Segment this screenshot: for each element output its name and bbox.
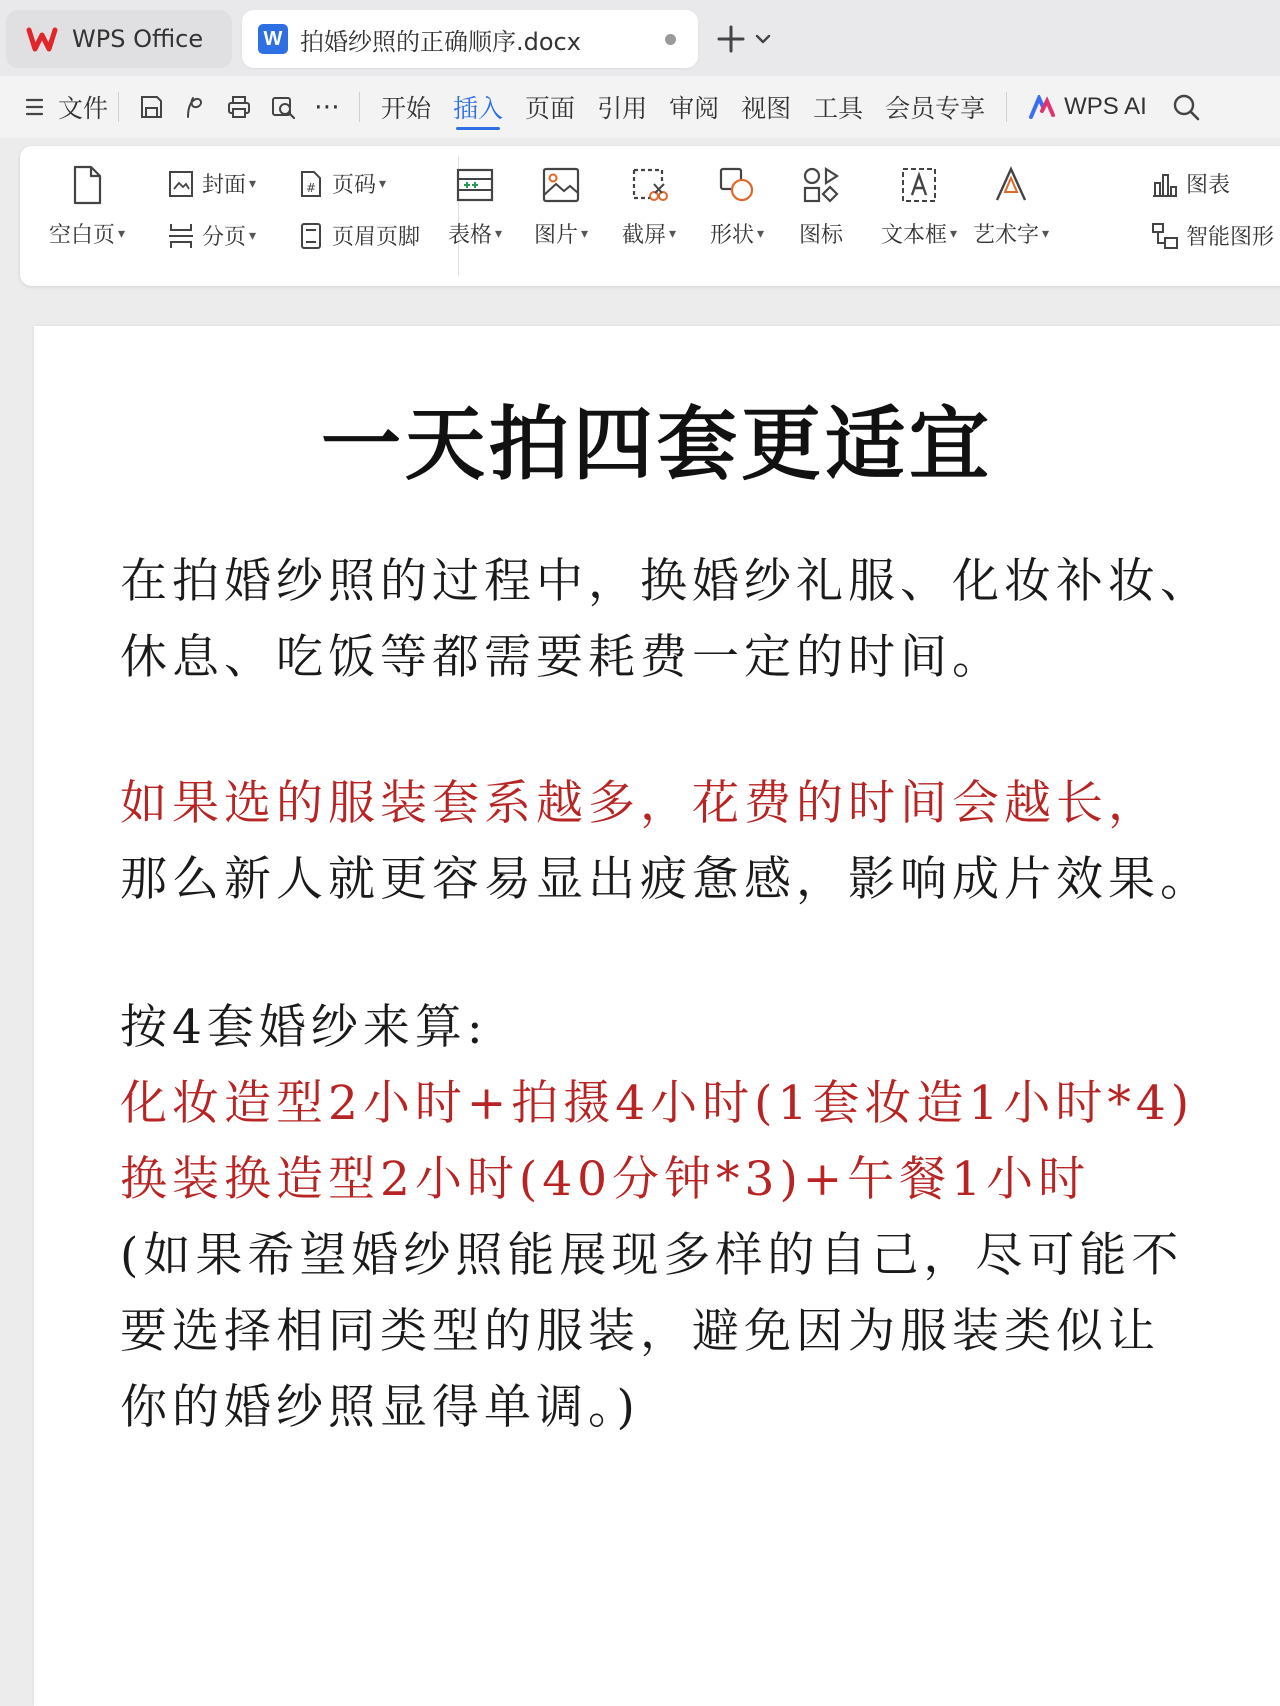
chevron-down-icon[interactable] — [754, 30, 772, 48]
icon-button[interactable] — [776, 164, 866, 249]
paragraph-3-red-line: 化妆造型2小时+拍摄4小时(1套妆造1小时*4) — [120, 1076, 1195, 1131]
paragraph-3-note-line: (如果希望婚纱照能展现多样的自己，尽可能不 — [120, 1228, 1184, 1283]
save-button[interactable] — [129, 85, 173, 129]
more-icon: ⋯ — [314, 92, 341, 122]
wps-ai-button[interactable] — [1017, 76, 1158, 138]
page-break-label: 分页 — [202, 225, 247, 250]
unsaved-dot-icon[interactable] — [665, 34, 676, 45]
shape-button[interactable] — [692, 164, 782, 249]
blank-page-icon — [67, 164, 107, 206]
shape-label: 形状 — [709, 223, 754, 248]
file-menu-label: 文件 — [58, 94, 109, 123]
file-menu[interactable] — [0, 89, 108, 125]
cover-label: 封面 — [202, 173, 247, 198]
chevron-down-icon: ▾ — [494, 225, 503, 242]
menu-item-insert[interactable]: 插入 — [442, 76, 514, 138]
menu-item-start[interactable]: 开始 — [381, 94, 432, 123]
menu-separator — [359, 92, 360, 122]
header-footer-button[interactable] — [296, 220, 420, 251]
svg-text:#: # — [306, 180, 317, 195]
paragraph-1-line: 休息、吃饭等都需要耗费一定的时间。 — [120, 630, 1004, 685]
chevron-down-icon: ▾ — [1041, 225, 1050, 242]
chevron-down-icon: ▾ — [249, 227, 257, 244]
title-tab-bar — [0, 0, 1280, 76]
chevron-down-icon: ▾ — [117, 225, 126, 242]
wordart-icon — [990, 164, 1032, 206]
chevron-down-icon: ▾ — [249, 175, 257, 192]
blank-page-label: 空白页 — [48, 223, 115, 248]
menu-separator — [1006, 92, 1007, 122]
paragraph-1 — [120, 544, 1240, 696]
paragraph-2 — [120, 766, 1240, 918]
smart-graphic-button[interactable] — [1150, 220, 1274, 251]
more-button[interactable] — [305, 85, 349, 129]
screenshot-button[interactable] — [604, 164, 694, 249]
menu-item-review[interactable]: 审阅 — [669, 94, 720, 123]
screenshot-label: 截屏 — [621, 223, 666, 248]
tab-wps-home-label: WPS Office — [72, 25, 204, 53]
paragraph-2-line: 那么新人就更容易显出疲惫感，影响成片效果。 — [120, 852, 1212, 907]
wordart-label: 艺术字 — [972, 223, 1039, 248]
document-title: 一天拍四套更适宜 — [321, 398, 993, 491]
search-icon — [1171, 92, 1201, 122]
pdf-icon — [181, 93, 209, 121]
paragraph-1-line: 在拍婚纱照的过程中，换婚纱礼服、化妆补妆、 — [120, 554, 1212, 609]
chevron-down-icon: ▾ — [379, 175, 387, 192]
page-number-icon — [296, 169, 326, 199]
cover-icon — [166, 169, 196, 199]
wps-ai-label: WPS AI — [1064, 93, 1147, 120]
menu-item-view[interactable]: 视图 — [741, 94, 792, 123]
wordart-button[interactable] — [966, 164, 1056, 249]
chevron-down-icon: ▾ — [668, 225, 677, 242]
paragraph-3-red-line: 换装换造型2小时(40分钟*3)+午餐1小时 — [120, 1152, 1091, 1207]
paragraph-2-red-line: 如果选的服装套系越多，花费的时间会越长， — [120, 776, 1160, 831]
menu-item-tools[interactable]: 工具 — [813, 94, 864, 123]
header-footer-label: 页眉页脚 — [332, 225, 421, 250]
plus-icon — [716, 24, 746, 54]
table-label: 表格 — [447, 223, 492, 248]
print-preview-icon — [269, 93, 297, 121]
menu-separator — [118, 92, 119, 122]
paragraph-3-note-line: 你的婚纱照显得单调。) — [120, 1380, 640, 1435]
chart-icon — [1150, 169, 1180, 199]
menu-item-references[interactable]: 引用 — [597, 94, 648, 123]
chevron-down-icon: ▾ — [756, 225, 765, 242]
chevron-down-icon: ▾ — [949, 225, 958, 242]
chart-label: 图表 — [1186, 173, 1231, 198]
tab-wps-home[interactable] — [6, 10, 232, 68]
page-break-icon — [166, 221, 196, 251]
search-button[interactable] — [1164, 85, 1208, 129]
smart-graphic-icon — [1150, 221, 1180, 251]
paragraph-3-note-line: 要选择相同类型的服装，避免因为服装类似让 — [120, 1304, 1160, 1359]
menu-item-member[interactable]: 会员专享 — [885, 94, 986, 123]
icon-label: 图标 — [798, 223, 843, 248]
cover-button[interactable] — [166, 168, 256, 199]
paragraph-3-heading: 按4套婚纱来算: — [120, 1000, 488, 1055]
output-pdf-button[interactable] — [173, 85, 217, 129]
scissors-icon — [628, 164, 670, 206]
page-number-button[interactable] — [296, 168, 386, 199]
picture-label: 图片 — [533, 223, 578, 248]
document-page[interactable] — [34, 326, 1280, 1706]
wps-ai-icon — [1028, 95, 1056, 119]
word-doc-icon: W — [258, 24, 288, 54]
textbox-label: 文本框 — [880, 223, 947, 248]
table-button[interactable] — [430, 164, 520, 249]
header-footer-icon — [296, 221, 326, 251]
table-icon — [454, 164, 496, 206]
insert-ribbon — [20, 146, 1280, 286]
menu-item-page[interactable]: 页面 — [525, 94, 576, 123]
tab-document[interactable] — [242, 10, 698, 68]
paragraph-3 — [120, 990, 1240, 1446]
hamburger-icon — [24, 95, 48, 119]
smart-graphic-label: 智能图形 — [1186, 225, 1275, 250]
menu-bar — [0, 76, 1280, 138]
shape-icon — [716, 164, 758, 206]
chart-button[interactable] — [1150, 168, 1230, 199]
textbox-button[interactable] — [874, 164, 964, 249]
chevron-down-icon: ▾ — [580, 225, 589, 242]
print-button[interactable] — [217, 85, 261, 129]
picture-button[interactable] — [516, 164, 606, 249]
new-tab-button[interactable] — [716, 16, 772, 62]
print-icon — [225, 93, 253, 121]
page-number-label: 页码 — [332, 173, 377, 198]
print-preview-button[interactable] — [261, 85, 305, 129]
textbox-icon — [898, 164, 940, 206]
save-icon — [137, 93, 165, 121]
icons-library-icon — [800, 164, 842, 206]
wps-logo-icon — [26, 23, 58, 55]
tab-document-label: 拍婚纱照的正确顺序.docx — [300, 27, 581, 56]
blank-page-button[interactable] — [42, 164, 132, 249]
page-break-button[interactable] — [166, 220, 256, 251]
picture-icon — [540, 164, 582, 206]
